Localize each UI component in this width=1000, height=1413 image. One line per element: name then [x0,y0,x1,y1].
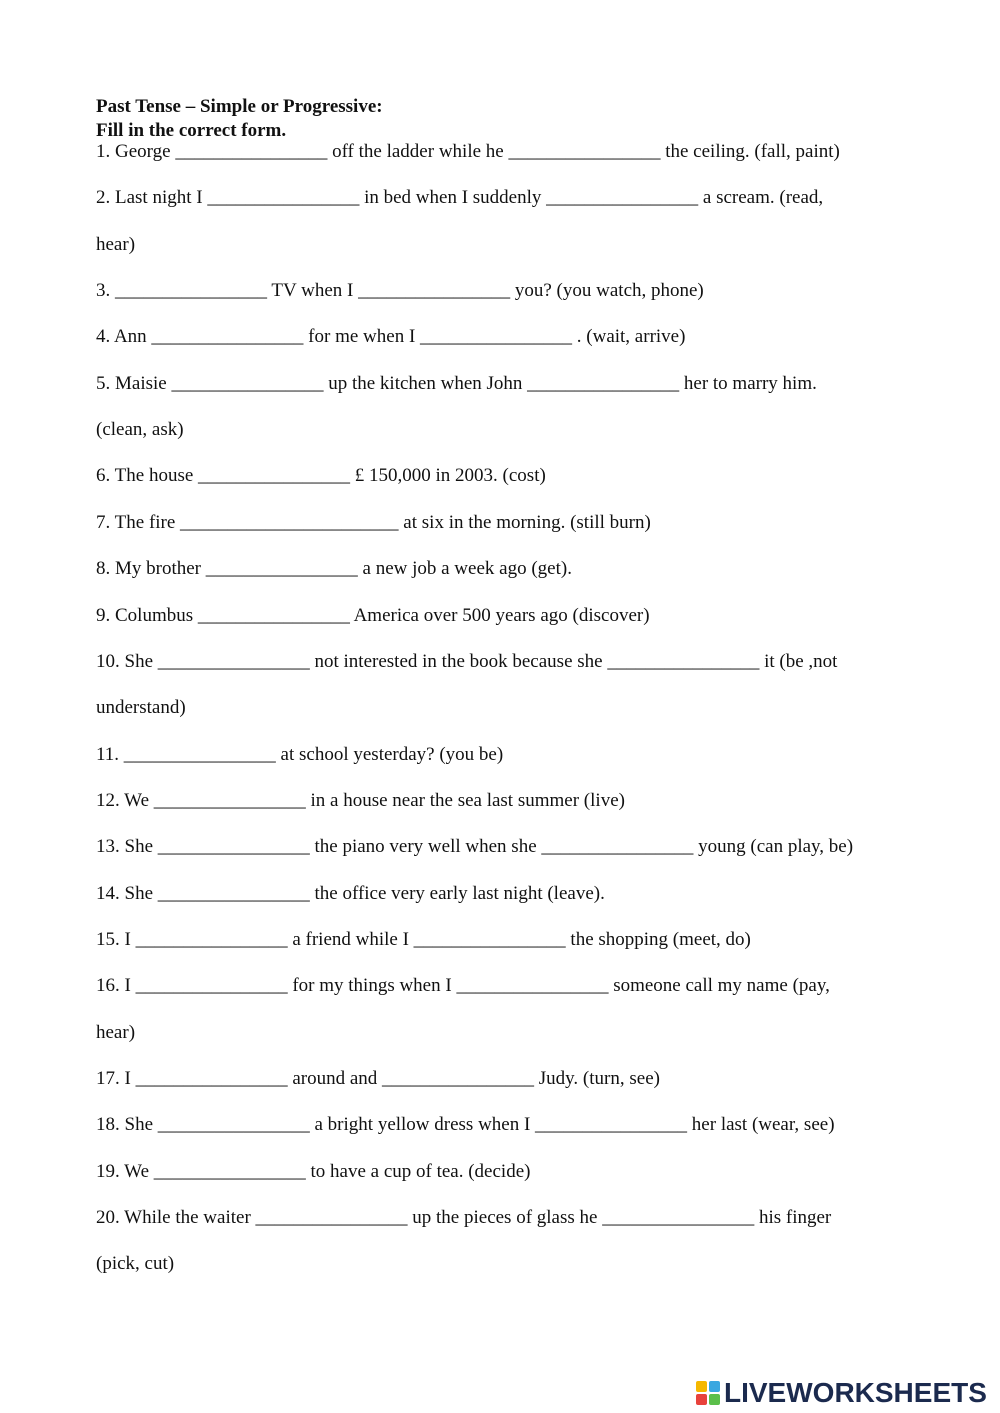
exercise-line: 18. She ________________ a bright yellow dress when I ________________ her last (wear, see) [96,1114,835,1136]
exercise-line: 3. ________________ TV when I ________________ you? (you watch, phone) [96,280,704,302]
exercise-line: 11. ________________ at school yesterday? (you be) [96,743,504,765]
exercise-line: hear) [96,233,136,255]
liveworksheets-logo [696,1376,987,1410]
exercise-line: 13. She ________________ the piano very well when she ________________ young (can play, be) [96,836,854,858]
exercise-line: 15. I ________________ a friend while I ________________ the shopping (meet, do) [96,928,751,950]
exercise-line: 12. We ________________ in a house near the sea last summer (live) [96,789,625,811]
exercise-line: (pick, cut) [96,1253,175,1275]
worksheet-title: Past Tense – Simple or Progressive: [96,96,383,117]
exercise-line: 17. I ________________ around and ________________ Judy. (turn, see) [96,1068,660,1089]
exercise-line: hear) [96,1021,136,1043]
exercise-line: 2. Last night I ________________ in bed when I suddenly ________________ a scream. (read, [96,187,824,209]
exercise-line: 19. We ________________ to have a cup of tea. (decide) [96,1160,531,1182]
exercise-line: 10. She ________________ not interested in the book because she ________________ it (be ,not [96,650,838,672]
exercise-line: 7. The fire _______________________ at six in the morning. (still burn) [96,511,651,533]
worksheet-instruction: Fill in the correct form. [96,120,287,141]
exercise-line: 16. I ________________ for my things when I ________________ someone call my name (pay, [96,975,830,997]
exercise-line: 1. George ________________ off the ladder while he ________________ the ceiling. (fall, paint) [96,141,840,162]
exercise-line: 5. Maisie ________________ up the kitchen when John ________________ her to marry him. [96,372,817,394]
exercise-line: 8. My brother ________________ a new job a week ago (get). [96,558,572,580]
exercise-line: understand) [96,697,186,719]
exercise-line: 20. While the waiter ________________ up the pieces of glass he ________________ his finger [96,1207,832,1229]
exercise-line: (clean, ask) [96,419,184,441]
exercise-line: 6. The house ________________ £ 150,000 in 2003. (cost) [96,465,546,487]
logo-text: LIVEWORKSHEETS [724,1377,987,1408]
exercise-line: 9. Columbus ________________ America over 500 years ago (discover) [96,604,650,626]
exercise-line: 4. Ann ________________ for me when I ________________ . (wait, arrive) [96,326,686,348]
logo-mark-icon [696,1381,720,1405]
exercise-line: 14. She ________________ the office very early last night (leave). [96,882,605,904]
worksheet [96,95,916,1275]
